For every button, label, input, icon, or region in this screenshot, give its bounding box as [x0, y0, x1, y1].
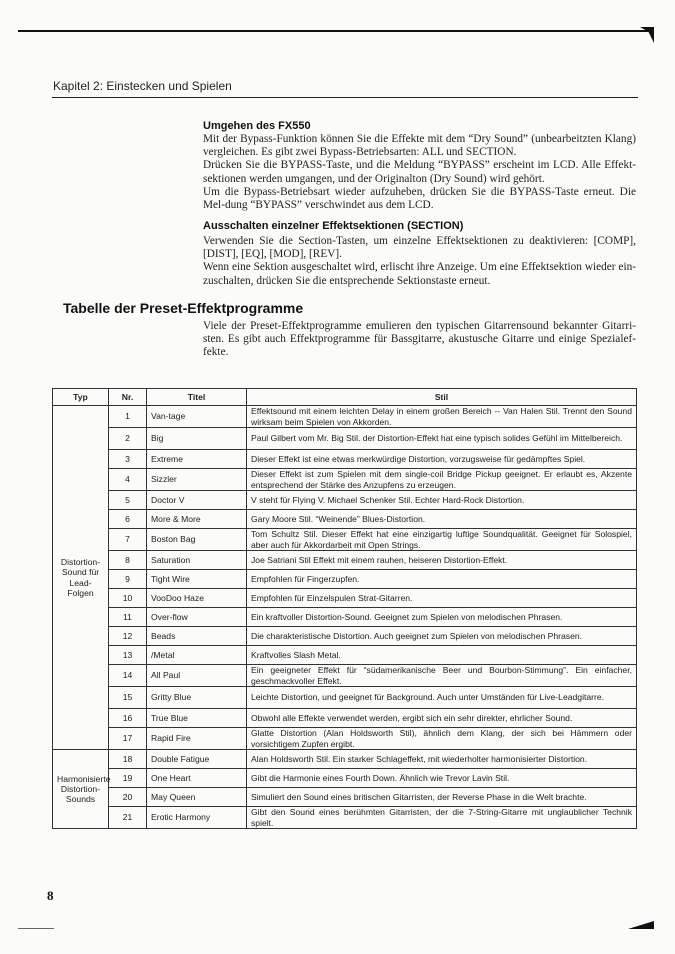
row-titel: Extreme — [147, 450, 247, 469]
row-stil: Dieser Effekt ist zum Spielen mit dem single-coil Bridge Pickup geeignet. Er erlaubt es, Akzente entsprechend der Stärke des Anzupfens zu erzeugen. — [247, 469, 637, 491]
row-stil: V steht für Flying V. Michael Schenker Stil. Echter Hard-Rock Distortion. — [247, 491, 637, 510]
row-titel: Big — [147, 428, 247, 450]
row-titel: Gritty Blue — [147, 687, 247, 709]
row-nr: 9 — [109, 570, 147, 589]
table-row — [53, 709, 637, 728]
row-titel: /Metal — [147, 646, 247, 665]
group-lead-distortion: Distortion-Sound für Lead-Folgen — [53, 406, 109, 750]
table-row — [53, 788, 637, 807]
row-nr: 2 — [109, 428, 147, 450]
header-typ: Typ — [53, 389, 109, 406]
row-titel: Doctor V — [147, 491, 247, 510]
chapter-header: Kapitel 2: Einstecken und Spielen — [53, 79, 232, 93]
row-nr: 5 — [109, 491, 147, 510]
row-stil: Obwohl alle Effekte verwendet werden, ergibt sich ein sehr direkter, ehrlicher Sound. — [247, 709, 637, 728]
row-titel: Beads — [147, 627, 247, 646]
row-nr: 21 — [109, 807, 147, 829]
table-row — [53, 807, 637, 829]
footer-rule-left — [18, 928, 54, 929]
group-harmonized-distortion: Harmonisierte Distortion-Sounds — [53, 750, 109, 829]
row-titel: Over-flow — [147, 608, 247, 627]
row-nr: 15 — [109, 687, 147, 709]
table-row — [53, 491, 637, 510]
row-stil: Paul Gilbert vom Mr. Big Stil. der Distortion-Effekt hat eine typisch solides Gefühl im Mittelbereich. — [247, 428, 637, 450]
table-row — [53, 627, 637, 646]
row-stil: Empfohlen für Fingerzupfen. — [247, 570, 637, 589]
table-row — [53, 428, 637, 450]
page-number: 8 — [47, 888, 54, 903]
row-stil: Joe Satriani Stil Effekt mit einem rauhen, heiseren Distortion-Effekt. — [247, 551, 637, 570]
row-stil: Kraftvolles Slash Metal. — [247, 646, 637, 665]
footer-corner-mark — [628, 921, 654, 929]
row-titel: All Paul — [147, 665, 247, 687]
row-nr: 20 — [109, 788, 147, 807]
row-titel: VooDoo Haze — [147, 589, 247, 608]
row-nr: 8 — [109, 551, 147, 570]
row-nr: 19 — [109, 769, 147, 788]
row-nr: 10 — [109, 589, 147, 608]
bypass-paragraph-2: Drücken Sie die BYPASS-Taste, und die Meldung “BYPASS” erscheint im LCD. Alle Effekt-sektionen werden umgangen, und der Originalton (Dry Sound) wird gehört. — [203, 159, 636, 185]
table-row — [53, 769, 637, 788]
row-nr: 1 — [109, 406, 147, 428]
row-titel: Saturation — [147, 551, 247, 570]
section-paragraph-1: Verwenden Sie die Section-Tasten, um einzelne Effektsektionen zu deaktivieren: [COMP], [DIST], [EQ], [MOD], [REV]. — [203, 235, 636, 261]
section-text — [203, 235, 636, 288]
table-row — [53, 551, 637, 570]
row-titel: Double Fatigue — [147, 750, 247, 769]
row-titel: May Queen — [147, 788, 247, 807]
section-heading: Ausschalten einzelner Effektsektionen (SECTION) — [203, 220, 464, 232]
header-nr: Nr. — [109, 389, 147, 406]
table-intro-paragraph: Viele der Preset-Effektprogramme emulieren den typischen Gitarrensound bekannter Gitarri-sten. Es gibt auch Effektprogramme für Bassgitarre, akustusche Gitarre und einige Spezialef-fekte. — [203, 320, 636, 359]
row-stil: Leichte Distortion, und geeignet für Background. Auch unter Umständen für Live-Leadgitarre. — [247, 687, 637, 709]
table-row — [53, 406, 637, 428]
table-row — [53, 469, 637, 491]
row-stil: Gibt den Sound eines berühmten Gitarristen, der die 7-String-Gitarre mit unglaublicher Technik spielt. — [247, 807, 637, 829]
row-stil: Empfohlen für Einzelspulen Strat-Gitarren. — [247, 589, 637, 608]
row-stil: Die charakteristische Distortion. Auch geeignet zum Spielen von melodischen Phrasen. — [247, 627, 637, 646]
row-nr: 18 — [109, 750, 147, 769]
bypass-paragraph-1: Mit der Bypass-Funktion können Sie die Effekte mit dem “Dry Sound” (unbearbeitzten Klang) vergleichen. Es gibt zwei Bypass-Betriebsarten: ALL und SECTION. — [203, 133, 636, 159]
table-header-row — [53, 389, 637, 406]
table-row — [53, 665, 637, 687]
table-row — [53, 570, 637, 589]
row-stil: Dieser Effekt ist eine etwas merkwürdige Distortion, vorzugsweise für gedämpftes Spiel. — [247, 450, 637, 469]
row-stil: Simuliert den Sound eines britischen Gitarristen, der Reverse Phase in die Welt brachte. — [247, 788, 637, 807]
row-stil: Glatte Distortion (Alan Holdsworth Stil), ähnlich dem Klang, der sich bei Hämmern oder vorsichtigem Zupfen ergibt. — [247, 728, 637, 750]
table-row — [53, 728, 637, 750]
row-titel: Tight Wire — [147, 570, 247, 589]
row-nr: 13 — [109, 646, 147, 665]
table-row — [53, 529, 637, 551]
table-row — [53, 750, 637, 769]
row-titel: More & More — [147, 510, 247, 529]
row-nr: 6 — [109, 510, 147, 529]
row-nr: 12 — [109, 627, 147, 646]
bypass-paragraph-3: Um die Bypass-Betriebsart wieder aufzuheben, drücken Sie die BYPASS-Taste erneut. Die Mel-dung “BYPASS” verschwindet aus dem LCD. — [203, 185, 636, 212]
table-row — [53, 510, 637, 529]
row-titel: Rapid Fire — [147, 728, 247, 750]
row-stil: Effektsound mit einem leichten Delay in einem großen Bereich -- Van Halen Stil. Trennt den Sound wirksam beim Spielen von Akkorden. — [247, 406, 637, 428]
top-rule — [18, 30, 654, 32]
row-nr: 7 — [109, 529, 147, 551]
table-row — [53, 589, 637, 608]
row-titel: True Blue — [147, 709, 247, 728]
table-intro — [203, 320, 636, 360]
table-row — [53, 646, 637, 665]
row-titel: One Heart — [147, 769, 247, 788]
table-heading: Tabelle der Preset-Effektprogramme — [63, 300, 304, 316]
row-nr: 17 — [109, 728, 147, 750]
row-nr: 14 — [109, 665, 147, 687]
bypass-text — [203, 133, 636, 212]
row-titel: Sizzler — [147, 469, 247, 491]
header-titel: Titel — [147, 389, 247, 406]
row-stil: Ein geeigneter Effekt für “südamerikanische Beer und Bourbon-Stimmung”. Ein einfacher, geschmackvoller Effekt. — [247, 665, 637, 687]
row-stil: Gibt die Harmonie eines Fourth Down. Ähnlich wie Trevor Lavin Stil. — [247, 769, 637, 788]
section-paragraph-2: Wenn eine Sektion ausgeschaltet wird, erlischt ihre Anzeige. Um eine Effektsektion wieder ein-zuschalten, drücken Sie die entsprechende Sektionstaste erneut. — [203, 261, 636, 287]
table-row — [53, 608, 637, 627]
row-stil: Alan Holdsworth Stil. Ein starker Schlageffekt, mit wiederholter harmonisierter Distortion. — [247, 750, 637, 769]
row-nr: 16 — [109, 709, 147, 728]
row-titel: Van-tage — [147, 406, 247, 428]
chapter-rule — [52, 97, 638, 98]
table-row — [53, 450, 637, 469]
table-row — [53, 687, 637, 709]
row-stil: Gary Moore Stil. “Weinende” Blues-Distortion. — [247, 510, 637, 529]
header-stil: Stil — [247, 389, 637, 406]
row-titel: Boston Bag — [147, 529, 247, 551]
row-nr: 4 — [109, 469, 147, 491]
row-titel: Erotic Harmony — [147, 807, 247, 829]
bypass-heading: Umgehen des FX550 — [203, 120, 311, 132]
row-stil: Ein kraftvoller Distortion-Sound. Geeignet zum Spielen von melodischen Phrasen. — [247, 608, 637, 627]
preset-table — [52, 388, 637, 829]
row-nr: 3 — [109, 450, 147, 469]
row-nr: 11 — [109, 608, 147, 627]
row-stil: Tom Schultz Stil. Dieser Effekt hat eine einzigartig luftige Soundqualität. Geeignet für Solospiel, aber auch für Akkordarbeit mit Open Strings. — [247, 529, 637, 551]
